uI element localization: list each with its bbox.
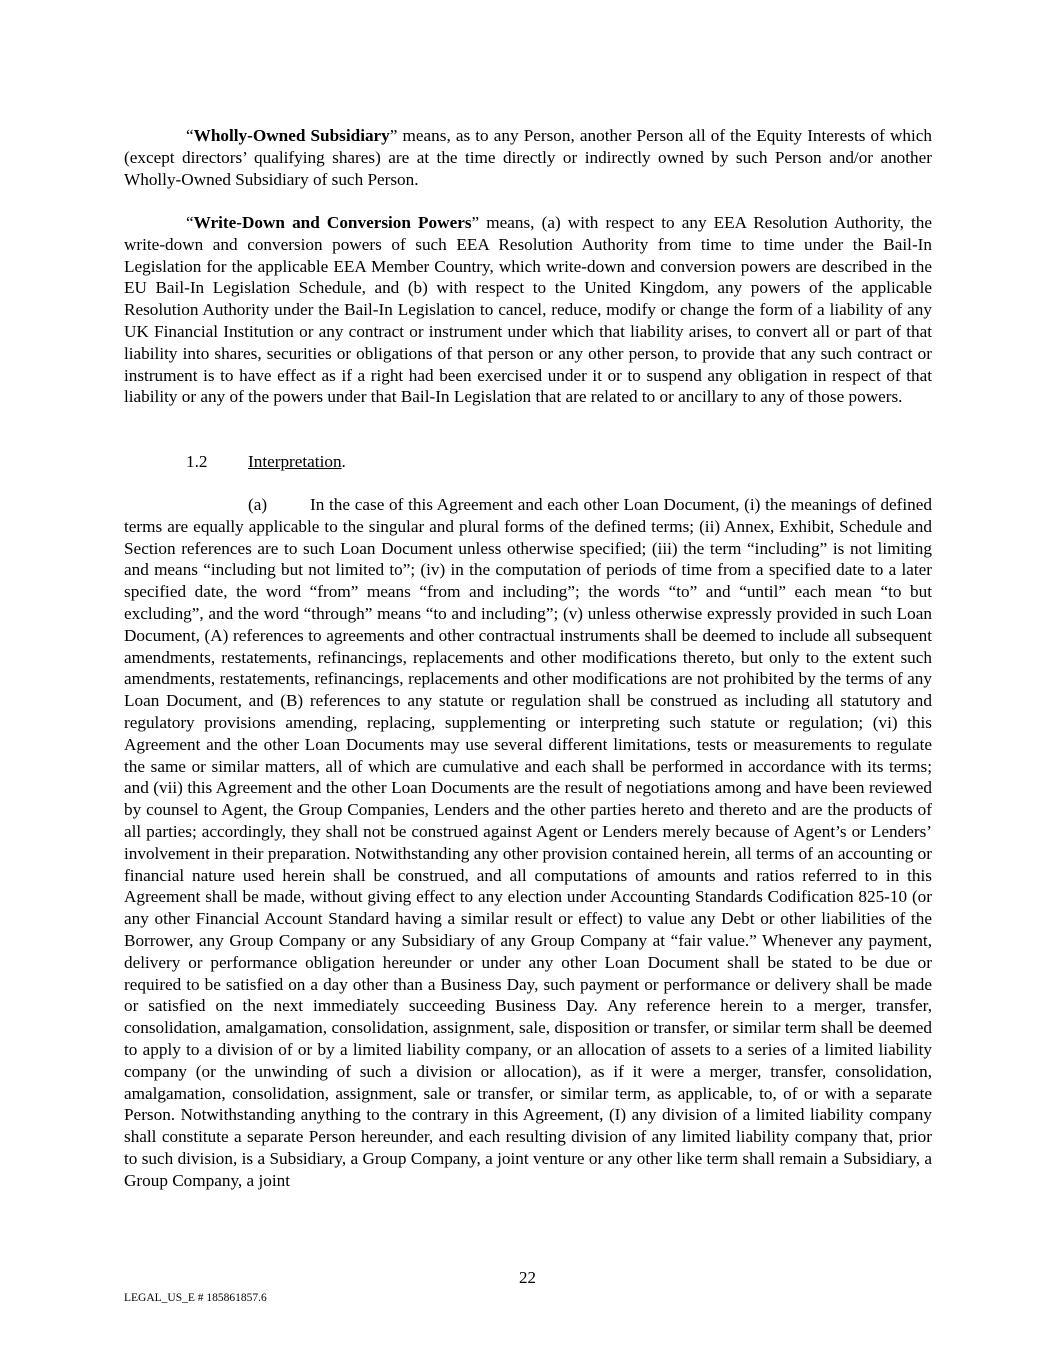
definition-write-down-and-conversion-powers xyxy=(124,212,932,408)
close-quote: ” xyxy=(471,213,480,232)
paragraph-label: (a) xyxy=(248,495,268,514)
close-quote: ” xyxy=(389,126,398,145)
document-id: LEGAL_US_E # 185861857.6 xyxy=(124,1292,267,1304)
paragraph-a xyxy=(124,494,932,1192)
definition-body: means, as to any Person, another Person all of the Equity Interests of which (except directors’ qualifying shares) are at the time directly or indirectly owned by such Person and/or another Wholly-Owned Subsidiary of such Person. xyxy=(124,126,932,189)
defined-term: Write-Down and Conversion Powers xyxy=(193,213,472,232)
paragraph-text: In the case of this Agreement and each other Loan Document, (i) the meanings of defined terms are equally applicable to the singular and plural forms of the defined terms; (ii) Annex, Exhibit, Schedule and Section references are to such Loan Document unless otherwise specified; (iii) the term “including” is not limiting and means “including but not limited to”; (iv) in the computation of periods of time from a specified date to a later specified date, the word “from” means “from and including”; the words “to” and “until” each mean “to but excluding”, and the word “through” means “to and including”; (v) unless otherwise expressly provided in such Loan Document, (A) references to agreements and other contractual instruments shall be deemed to include all subsequent amendments, restatements, refinancings, replacements and other modifications thereto, but only to the extent such amendments, restatements, refinancings, replacements and other modifications are not prohibited by the terms of any Loan Document, and (B) references to any statute or regulation shall be construed as including all statutory and regulatory provisions amending, replacing, supplementing or interpreting such statute or regulation; (vi) this Agreement and the other Loan Documents may use several different limitations, tests or measurements to regulate the same or similar matters, all of which are cumulative and each shall be performed in accordance with its terms; and (vii) this Agreement and the other Loan Documents are the result of negotiations among and have been reviewed by counsel to Agent, the Group Companies, Lenders and the other parties hereto and thereto and are the products of all parties; accordingly, they shall not be construed against Agent or Lenders merely because of Agent’s or Lenders’ involvement in their preparation. Notwithstanding any other provision contained herein, all terms of an accounting or financial nature used herein shall be construed, and all computations of amounts and ratios referred to in this Agreement shall be made, without giving effect to any election under Accounting Standards Codification 825-10 (or any other Financial Account Standard having a similar result or effect) to value any Debt or other liabilities of the Borrower, any Group Company or any Subsidiary of any Group Company at “fair value.” Whenever any payment, delivery or performance obligation hereunder or under any other Loan Document shall be stated to be due or required to be satisfied on a day other than a Business Day, such payment or performance or delivery shall be made or satisfied on the next immediately succeeding Business Day. Any reference herein to a merger, transfer, consolidation, amalgamation, consolidation, assignment, sale, disposition or transfer, or similar term shall be deemed to apply to a division of or by a limited liability company, or an allocation of assets to a series of a limited liability company (or the unwinding of such a division or allocation), as if it were a merger, transfer, consolidation, amalgamation, consolidation, assignment, sale or transfer, or similar term, as applicable, to, of or with a separate Person. Notwithstanding anything to the contrary in this Agreement, (I) any division of a limited liability company shall constitute a separate Person hereunder, and each resulting division of any limited liability company that, prior to such division, is a Subsidiary, a Group Company, a joint venture or any other like term shall remain a Subsidiary, a Group Company, a joint xyxy=(124,495,932,1190)
page-number: 22 xyxy=(519,1268,536,1287)
open-quote: “ xyxy=(186,126,194,145)
section-number: 1.2 xyxy=(186,452,208,471)
defined-term: Wholly-Owned Subsidiary xyxy=(193,126,390,145)
section-title: Interpretation xyxy=(248,452,342,471)
section-title-suffix: . xyxy=(341,452,346,471)
definition-wholly-owned-subsidiary xyxy=(124,125,932,190)
open-quote: “ xyxy=(186,213,194,232)
section-heading xyxy=(186,451,346,473)
definition-body: means, (a) with respect to any EEA Resolution Authority, the write-down and conversion powers of such EEA Resolution Authority from time to time under the Bail-In Legislation for the applicable EEA Member Country, which write-down and conversion powers are described in the EU Bail-In Legislation Schedule, and (b) with respect to the United Kingdom, any powers of the applicable Resolution Authority under the Bail-In Legislation to cancel, reduce, modify or change the form of a liability of any UK Financial Institution or any contract or instrument under which that liability arises, to convert all or part of that liability into shares, securities or obligations of that person or any other person, to provide that any such contract or instrument is to have effect as if a right had been exercised under it or to suspend any obligation in respect of that liability or any of the powers under that Bail-In Legislation that are related to or ancillary to any of those powers. xyxy=(124,213,932,407)
